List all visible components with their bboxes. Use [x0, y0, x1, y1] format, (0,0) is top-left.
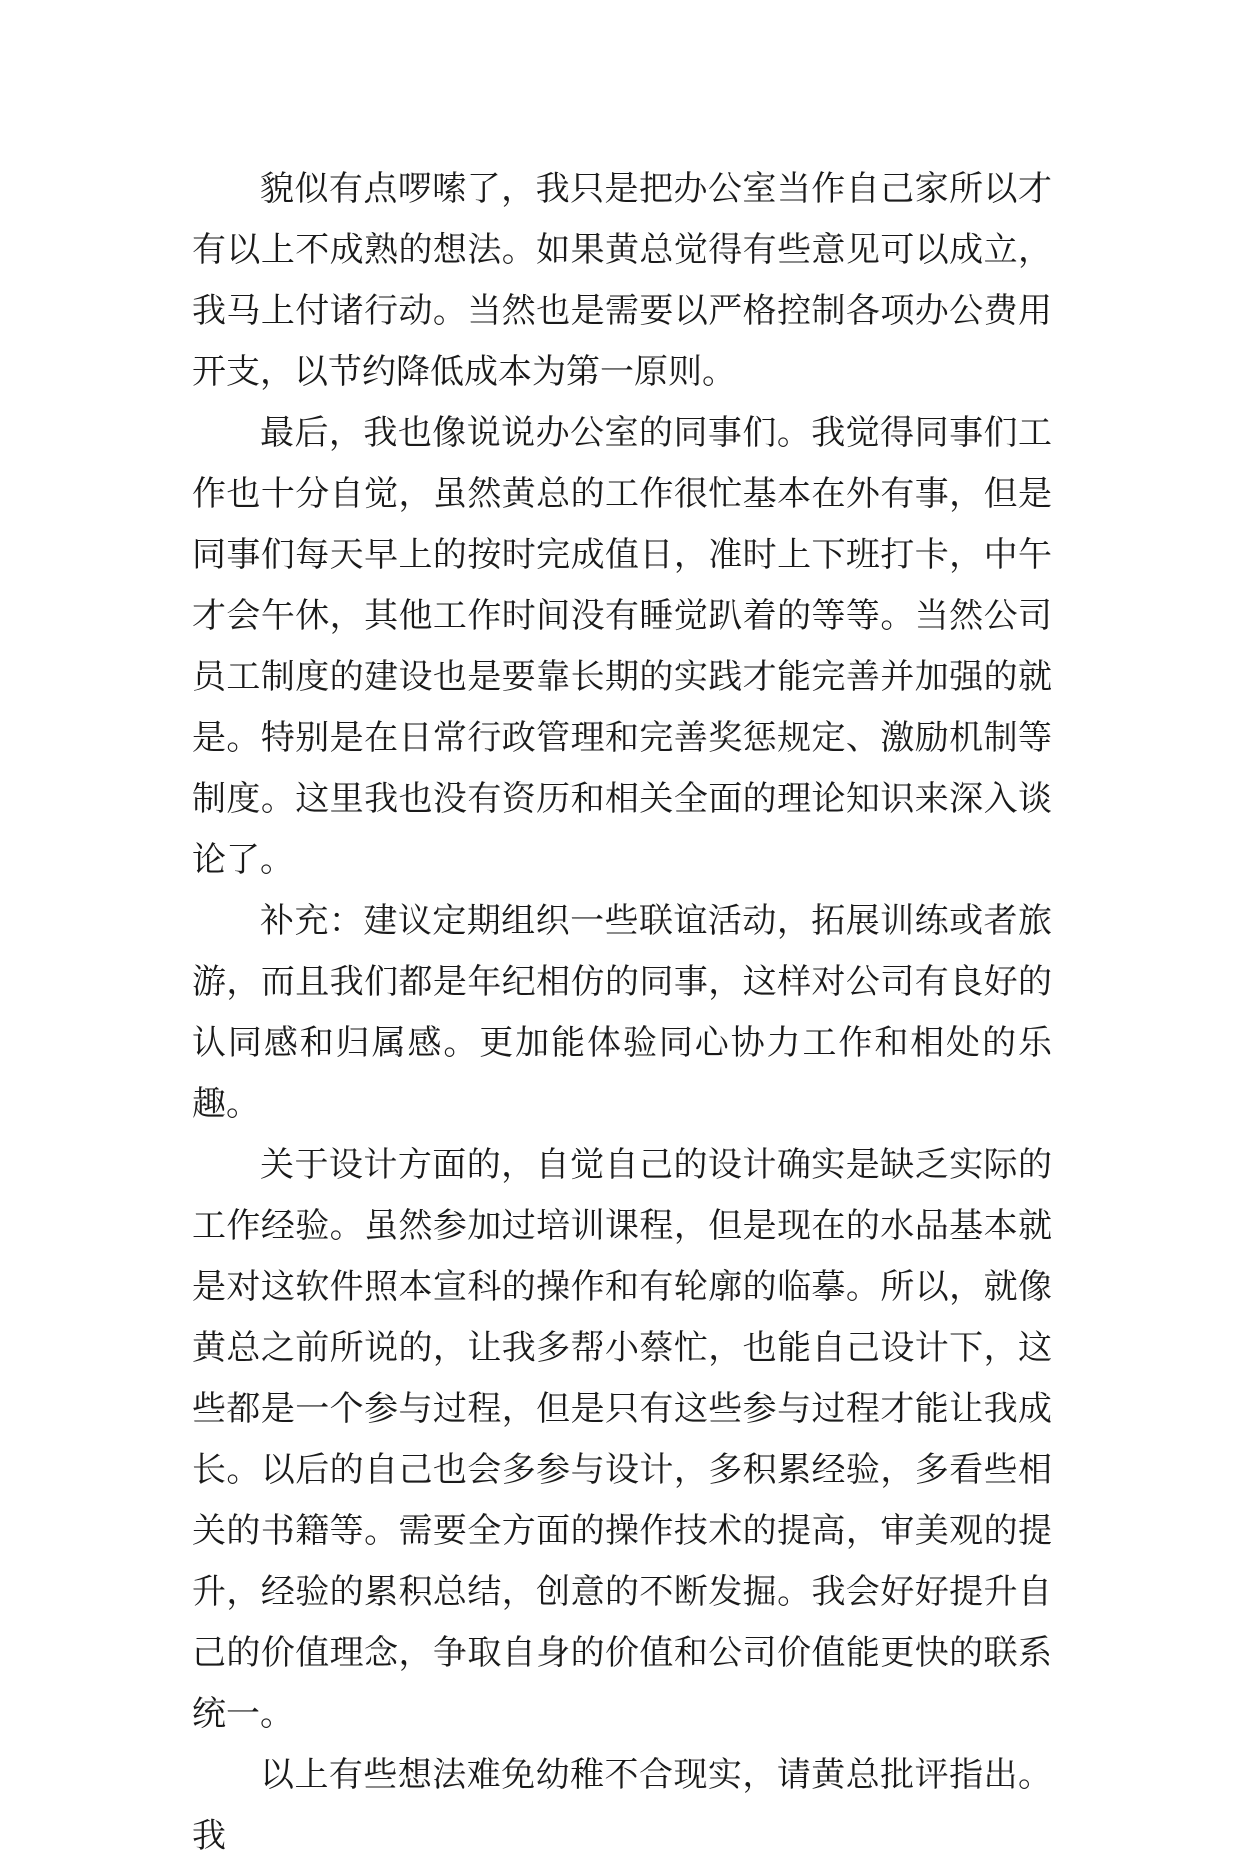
- paragraph-3: 补充：建议定期组织一些联谊活动，拓展训练或者旅游，而且我们都是年纪相仿的同事，这样对公司有良好的认同感和归属感。更加能体验同心协力工作和相处的乐趣。: [192, 901, 1052, 1124]
- paragraph-5: 以上有些想法难免幼稚不合现实，请黄总批评指出。我: [192, 1755, 1052, 1856]
- paragraph-1: 貌似有点啰嗦了，我只是把办公室当作自己家所以才有以上不成熟的想法。如果黄总觉得有些意见可以成立，我马上付诸行动。当然也是需要以严格控制各项办公费用开支，以节约降低成本为第一原则。: [192, 169, 1052, 392]
- document-body: [192, 159, 1052, 1867]
- paragraph-2: 最后，我也像说说办公室的同事们。我觉得同事们工作也十分自觉，虽然黄总的工作很忙基本在外有事，但是同事们每天早上的按时完成值日，准时上下班打卡，中午才会午休，其他工作时间没有睡觉趴着的等等。当然公司员工制度的建设也是要靠长期的实践才能完善并加强的就是。特别是在日常行政管理和完善奖惩规定、激励机制等制度。这里我也没有资历和相关全面的理论知识来深入谈论了。: [192, 413, 1052, 880]
- paragraph-4: 关于设计方面的，自觉自己的设计确实是缺乏实际的工作经验。虽然参加过培训课程，但是现在的水品基本就是对这软件照本宣科的操作和有轮廓的临摹。所以，就像黄总之前所说的，让我多帮小蔡忙，也能自己设计下，这些都是一个参与过程，但是只有这些参与过程才能让我成长。以后的自己也会多参与设计，多积累经验，多看些相关的书籍等。需要全方面的操作技术的提高，审美观的提升，经验的累积总结，创意的不断发掘。我会好好提升自己的价值理念，争取自身的价值和公司价值能更快的联系统一。: [192, 1145, 1052, 1734]
